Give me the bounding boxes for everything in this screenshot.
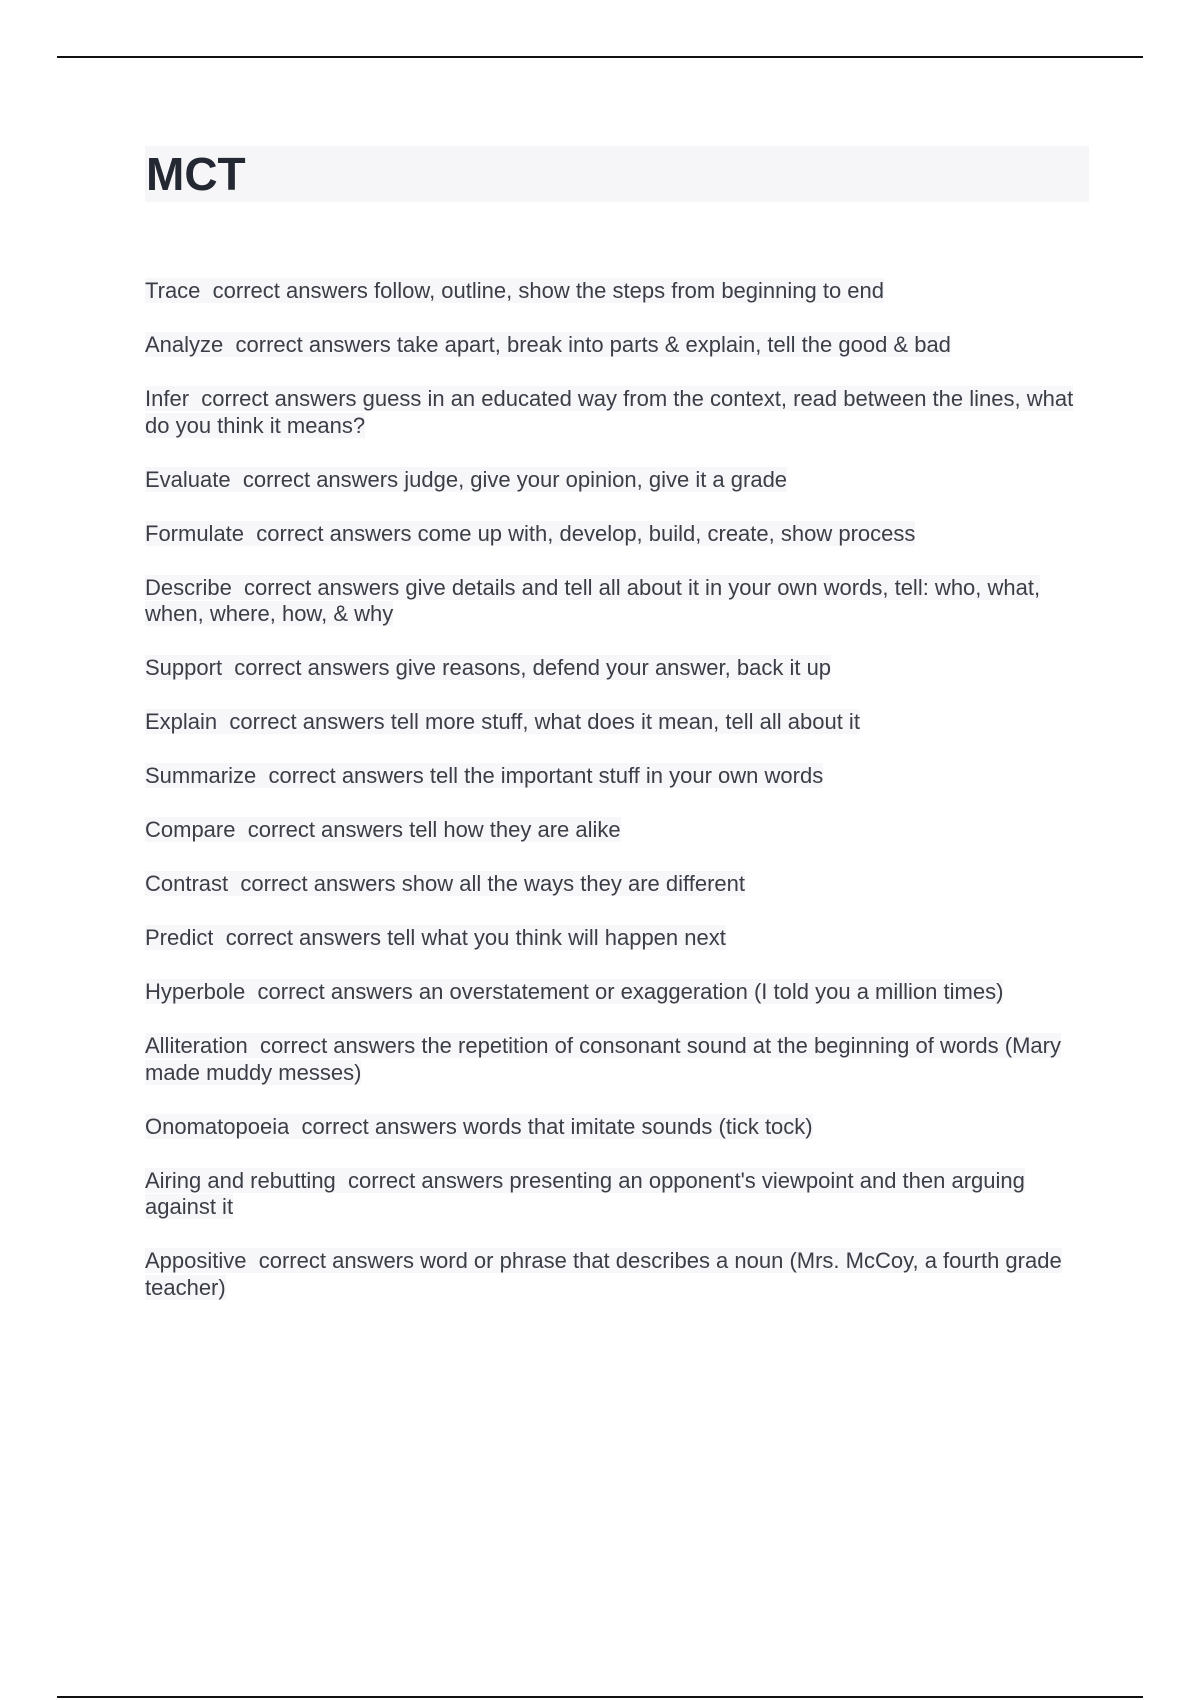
entry-term: Trace — [145, 278, 201, 303]
list-item — [145, 871, 1089, 898]
entry-definition: presenting an opponent's viewpoint and then arguing against it — [145, 1167, 1025, 1219]
entry-separator: correct answers — [200, 278, 375, 303]
flashcard-list — [145, 278, 1089, 1301]
top-rule — [57, 56, 1143, 58]
entry-definition: tell more stuff, what does it mean, tell all about it — [390, 709, 860, 734]
entry-definition: word or phrase that describes a noun (Mrs. McCoy, a fourth grade teacher) — [145, 1248, 1062, 1300]
page-title: MCT — [146, 148, 246, 200]
entry-term: Analyze — [145, 332, 224, 357]
entry-term: Compare — [145, 817, 236, 842]
entry-term: Support — [145, 655, 223, 680]
entry-term: Hyperbole — [145, 979, 246, 1004]
entry-separator: correct answers — [256, 763, 430, 788]
list-item — [145, 332, 1089, 359]
entry-term: Alliteration — [145, 1033, 248, 1058]
list-item — [145, 1033, 1089, 1086]
entry-separator: correct answers — [335, 1167, 510, 1193]
list-item — [145, 575, 1089, 628]
entry-definition: an overstatement or exaggeration (I told you a million times) — [418, 979, 1004, 1004]
title-band — [145, 146, 1089, 202]
list-item — [145, 763, 1089, 790]
entry-separator: correct answers — [245, 979, 419, 1004]
entry-separator: correct answers — [189, 386, 363, 411]
list-item — [145, 467, 1089, 494]
entry-separator: correct answers — [223, 332, 397, 357]
entry-separator: correct answers — [247, 1033, 422, 1058]
entry-definition: tell what you think will happen next — [387, 925, 726, 950]
entry-definition: come up with, develop, build, create, show process — [417, 520, 916, 546]
entry-definition: tell how they are alike — [409, 817, 621, 842]
entry-definition: give reasons, defend your answer, back it up — [395, 655, 832, 680]
entry-separator: correct answers — [230, 466, 405, 492]
entry-separator: correct answers — [213, 925, 388, 950]
entry-definition: judge, give your opinion, give it a grade — [404, 466, 788, 492]
entry-definition: show all the ways they are different — [401, 871, 745, 896]
entry-term: Explain — [145, 709, 218, 734]
entry-term: Contrast — [145, 871, 229, 896]
entry-definition: words that imitate sounds (tick tock) — [462, 1113, 813, 1139]
entry-term: Predict — [145, 925, 214, 950]
entry-definition: take apart, break into parts & explain, tell the good & bad — [396, 332, 951, 357]
entry-term: Appositive — [145, 1248, 247, 1273]
list-item — [145, 817, 1089, 844]
list-item — [145, 979, 1089, 1006]
page-content — [145, 146, 1089, 1329]
entry-separator: correct answers — [244, 520, 418, 546]
entry-separator: correct answers — [289, 1113, 463, 1139]
entry-separator: correct answers — [217, 709, 391, 734]
entry-separator: correct answers — [231, 574, 406, 600]
entry-term: Evaluate — [145, 466, 231, 492]
entry-definition: the repetition of consonant sound at the beginning of words (Mary made muddy messes) — [145, 1033, 1061, 1085]
entry-definition: tell the important stuff in your own words — [429, 763, 824, 788]
entry-definition: give details and tell all about it in your own words, tell: who, what, when, where, how, & why — [145, 574, 1041, 626]
entry-term: Formulate — [145, 520, 245, 546]
bottom-rule — [57, 1696, 1143, 1698]
entry-definition: guess in an educated way from the context, read between the lines, what do you think it means? — [145, 386, 1074, 438]
list-item — [145, 1114, 1089, 1141]
entry-term: Onomatopoeia — [145, 1113, 290, 1139]
list-item — [145, 1248, 1089, 1301]
entry-term: Describe — [145, 574, 232, 600]
entry-separator: correct answers — [246, 1248, 421, 1273]
list-item — [145, 386, 1089, 439]
list-item — [145, 1168, 1089, 1221]
entry-separator: correct answers — [222, 655, 396, 680]
entry-term: Summarize — [145, 763, 257, 788]
list-item — [145, 655, 1089, 682]
list-item — [145, 278, 1089, 305]
entry-definition: follow, outline, show the steps from beginning to end — [374, 278, 885, 303]
entry-separator: correct answers — [235, 817, 410, 842]
entry-separator: correct answers — [228, 871, 402, 896]
entry-term: Airing and rebutting — [145, 1167, 336, 1193]
list-item — [145, 709, 1089, 736]
list-item — [145, 521, 1089, 548]
entry-term: Infer — [145, 386, 190, 411]
list-item — [145, 925, 1089, 952]
